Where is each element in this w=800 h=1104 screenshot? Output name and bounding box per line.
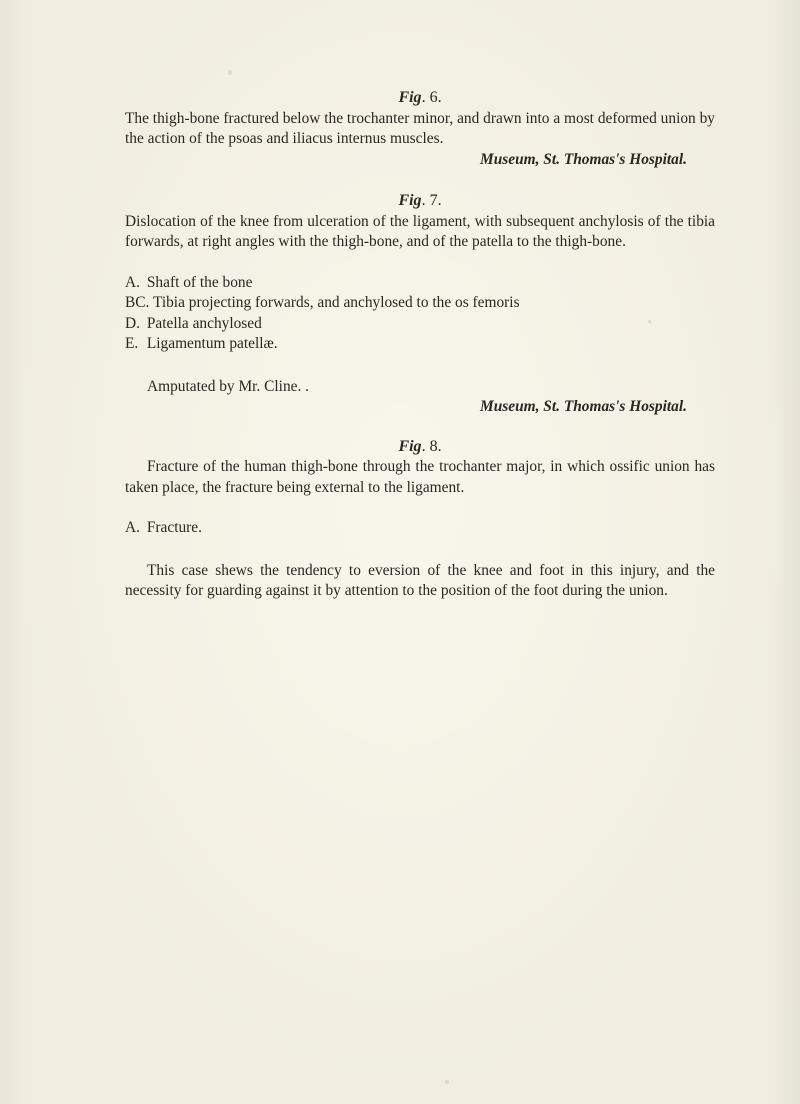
document-page — [125, 88, 715, 602]
legend-text: Tibia projecting forwards, and anchylosed to the os femoris — [152, 294, 520, 311]
legend-key: E. — [125, 335, 139, 352]
legend-item — [125, 273, 715, 294]
legend-item — [125, 314, 715, 335]
fig-6-description: The thigh-bone fractured below the trochanter minor, and drawn into a most deformed union by the action of the psoas and iliacus internus muscles. — [125, 109, 715, 147]
fig-7-amputated-note: Amputated by Mr. Cline. . — [147, 377, 310, 395]
fig-8-number: . 8. — [421, 437, 442, 455]
fig-7-museum: Museum, St. Thomas's Hospital. — [480, 398, 687, 415]
fig-7-number: . 7. — [421, 192, 442, 209]
fig-8-description: Fracture of the human thigh-bone through the trochanter major, in which ossific union has taken place, the fracture being external to the ligament. — [125, 458, 715, 496]
legend-text: Ligamentum patellæ. — [146, 335, 278, 352]
fig-6-number: . 6. — [421, 89, 442, 106]
paper-spot — [445, 1080, 449, 1084]
legend-key: D. — [125, 314, 140, 332]
fig-7-label: Fig — [398, 192, 422, 209]
fig-7-description: Dislocation of the knee from ulceration of the ligament, with subsequent anchylosis of the tibia forwards, at right angles with the thigh-bone, and of the patella to the thigh-bone. — [125, 212, 715, 250]
fig-6-label: Fig — [398, 89, 422, 106]
fig-7-heading — [125, 191, 715, 212]
legend-text: Fracture. — [146, 519, 202, 536]
legend-text: Shaft of the bone — [146, 273, 253, 291]
legend-item — [125, 293, 715, 314]
fig-8-label: Fig — [398, 437, 422, 455]
legend-text: Patella anchylosed — [146, 314, 262, 332]
legend-key: A. — [125, 519, 140, 536]
fig-8-case-note: This case shews the tendency to eversion of the knee and foot in this injury, and the necessity for guarding against it by attention to the position of the foot during the union. — [125, 561, 715, 599]
legend-item — [125, 334, 715, 355]
fig-6-heading — [125, 88, 715, 109]
legend-key: A. — [125, 273, 140, 291]
fig-8-heading — [125, 437, 715, 458]
fig-8-legend — [125, 518, 715, 539]
fig-6-museum: Museum, St. Thomas's Hospital. — [480, 150, 687, 168]
paper-spot — [228, 70, 232, 75]
legend-item — [125, 518, 715, 539]
legend-key: BC. — [125, 294, 150, 311]
fig-7-legend — [125, 273, 715, 355]
